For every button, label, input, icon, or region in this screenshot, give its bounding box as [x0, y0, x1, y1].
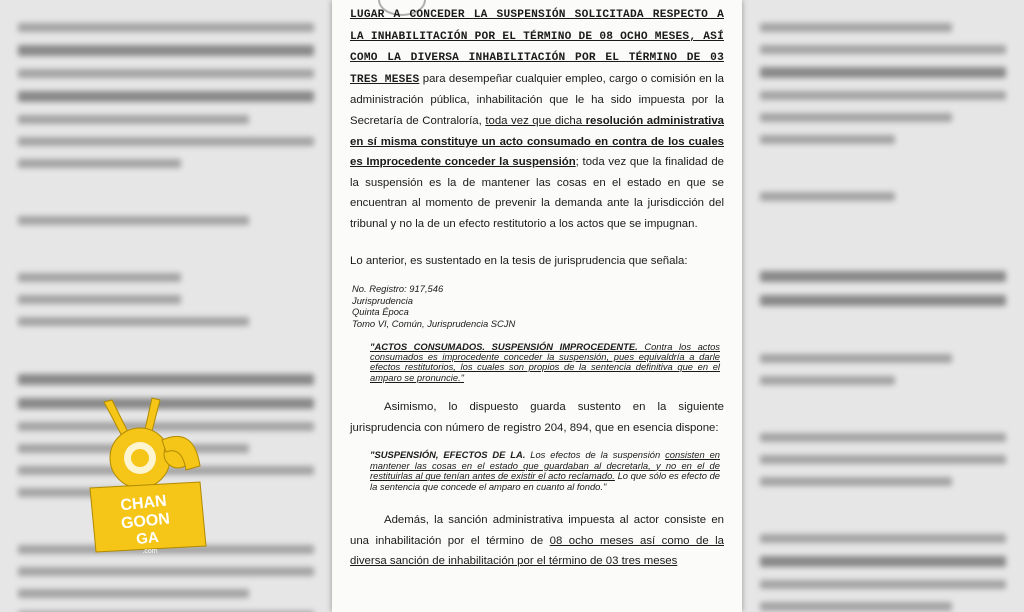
document-page — [332, 0, 742, 612]
quote-efectos-suspension: "SUSPENSIÓN, EFECTOS DE LA. Los efectos de la suspensión consisten en mantener las cosas en el estado que guardaban al decretarla, y no en el de restituirlas al que tenían antes de existir el acto reclamado. Lo que sólo es efecto de la sentencia que concede el amparo en cuanto al fondo." — [370, 449, 721, 492]
logo-text-line-1: CHAN — [119, 492, 168, 515]
paragraph-asimismo: Asimismo, lo dispuesto guarda sustento en la siguiente jurisprudencia con número de registro 204, 894, que en esencia dispone: — [350, 401, 724, 434]
logo-text-line-2: GOON — [120, 510, 171, 533]
quote-actos-consumados: "ACTOS CONSUMADOS. SUSPENSIÓN IMPROCEDENTE. Contra los actos consumados es improcedente conceder la suspensión, pues equivaldría a darle efectos restitutorios, los cuales son propios de la sentencia definitiva que en el amparo se pronuncie." — [370, 340, 720, 383]
changoonga-logo-watermark — [82, 396, 222, 556]
reference-line: Tomo VI, Común, Jurisprudencia SCJN — [352, 317, 516, 329]
reference-line: Jurisprudencia — [352, 294, 413, 306]
heading-caps-text: LUGAR A CONCEDER LA SUSPENSIÓN SOLICITADA RESPECTO A LA INHABILITACIÓN POR EL TÉRMINO DE 08 OCHO MESES, ASÍ COMO LA DIVERSA INHABILITACIÓN POR EL TÉRMINO DE 03 TRES MESES — [350, 9, 724, 86]
paragraph-sancion: Además, la sanción administrativa impuesta al actor consiste en una inhabilitación por el término de 08 ocho meses así como de la diversa sanción de inhabilitación por el término de 03 tres meses — [350, 513, 724, 568]
reference-line: No. Registro: 917,546 — [352, 283, 444, 295]
logo-text-line-4: .com — [142, 548, 158, 555]
paragraph-suspension: LUGAR A CONCEDER LA SUSPENSIÓN SOLICITADA RESPECTO A LA INHABILITACIÓN POR EL TÉRMINO DE 08 OCHO MESES, ASÍ COMO LA DIVERSA INHABILITACIÓN POR EL TÉRMINO DE 03 TRES MESES para desempeñar cualquier empleo, cargo o comisión en la administración pública, inhabilitación que le ha sido impuesta por la Secretaría de Contraloría, toda vez que dicha resolución administrativa en sí misma constituye un acto consumado en contra de los cuales es Improcedente conceder la suspensión; toda vez que la finalidad de la suspensión es la de mantener las cosas en el estado en que se encuentran al momento de prevenir la demanda ante la jurisdicción del tribunal y no la de un efecto restitutorio a los actos que se impugnan. — [350, 9, 724, 230]
document-content — [350, 4, 724, 572]
tv-mascot-icon — [82, 396, 222, 556]
paragraph-sustento: Lo anterior, es sustentado en la tesis de jurisprudencia que señala: — [350, 254, 688, 267]
registry-references — [352, 283, 724, 329]
reference-line: Quinta Época — [352, 306, 409, 318]
logo-text-line-3: GA — [135, 528, 160, 549]
background-page-right — [742, 0, 1024, 612]
